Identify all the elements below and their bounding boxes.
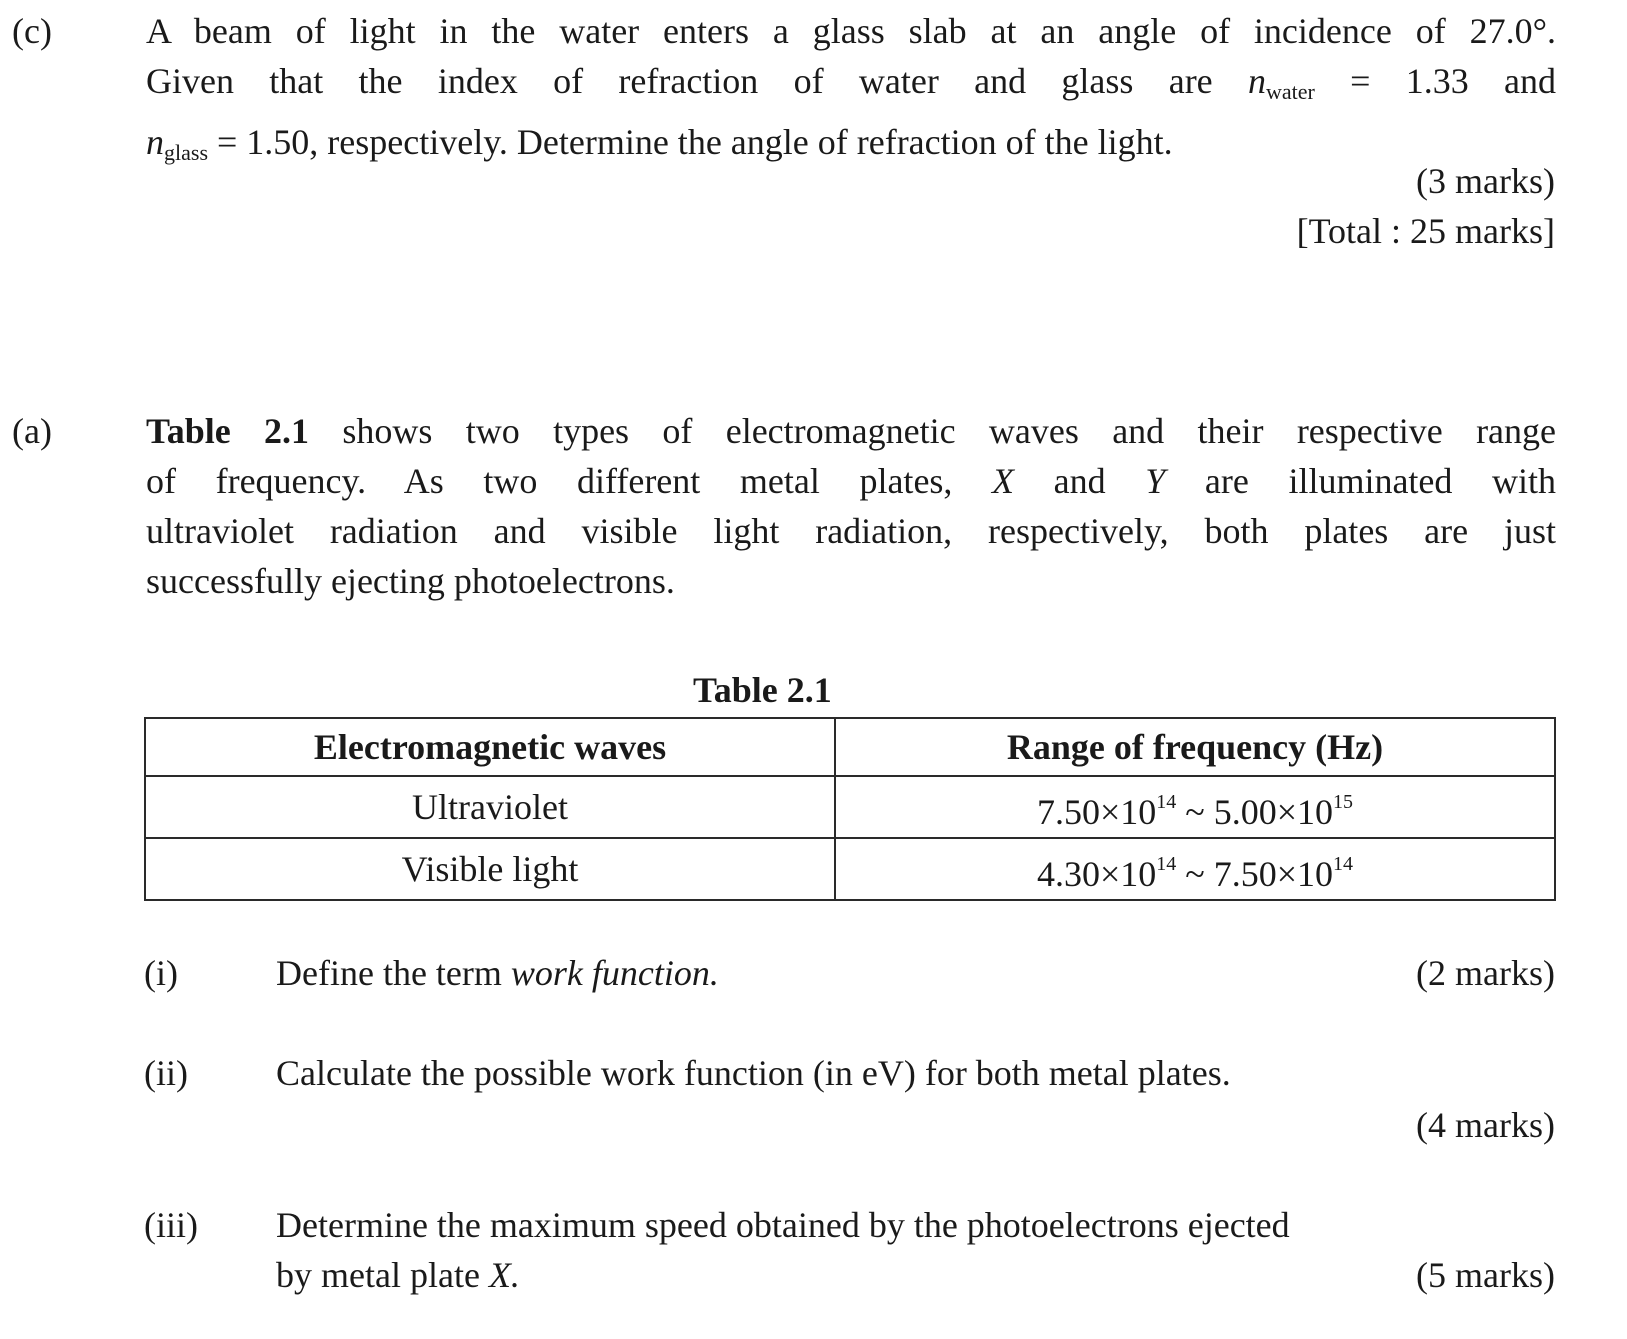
freq-hi-exponent: 15: [1333, 791, 1354, 813]
section-a-line-2: [146, 456, 1556, 506]
section-c-label: (c): [12, 11, 52, 51]
question-ii-text: Calculate the possible work function (in eV) for both metal plates.: [276, 1053, 1231, 1093]
table-row: [145, 838, 1555, 900]
section-a-label: (a): [12, 411, 52, 451]
section-a-question: [146, 406, 1556, 606]
freq-hi-mantissa: 7.50: [1213, 854, 1277, 894]
table-caption: Table 2.1: [693, 670, 832, 710]
section-a-line-1: [146, 406, 1556, 456]
section-a-line-1-rest: shows two types of electromagnetic waves and their respective range: [342, 411, 1557, 451]
section-c-marks: (3 marks): [1416, 161, 1555, 201]
question-iii-marks: (5 marks): [1416, 1255, 1555, 1295]
cell-frequency-range: [835, 776, 1555, 838]
section-a-line-2-a: of frequency. As two different metal plates,: [146, 461, 953, 501]
section-c-question: [146, 6, 1556, 178]
plate-x-var: X.: [488, 1255, 520, 1295]
and-word: and: [1053, 461, 1106, 501]
question-i-text-a: Define the term: [276, 953, 502, 993]
section-a-line-3: ultraviolet radiation and visible light radiation, respectively, both plates are just: [146, 511, 1556, 551]
total-marks: [Total : 25 marks]: [1296, 211, 1555, 251]
range-separator: ~: [1185, 854, 1205, 894]
question-i-text: [276, 948, 719, 998]
cell-wave-type: Ultraviolet: [145, 776, 835, 838]
section-c-line-1: A beam of light in the water enters a glass slab at an angle of incidence of 27.0°.: [146, 11, 1556, 51]
section-c-line-3: [146, 117, 1556, 178]
freq-lo-mantissa: 7.50: [1036, 792, 1100, 832]
plate-x-var: X: [992, 461, 1015, 501]
section-c-line-2: [146, 56, 1556, 117]
freq-lo-exponent: 14: [1156, 853, 1177, 875]
work-function-term: work function.: [510, 953, 719, 993]
freq-hi-mantissa: 5.00: [1213, 792, 1277, 832]
section-a-line-4: successfully ejecting photoelectrons.: [146, 561, 675, 601]
question-iii-line-1: Determine the maximum speed obtained by the photoelectrons ejected: [276, 1205, 1290, 1245]
table-reference: Table 2.1: [146, 411, 310, 451]
n-glass-subscript: glass: [164, 140, 208, 165]
n-water-subscript: water: [1265, 79, 1315, 104]
freq-hi-times: ×10: [1276, 854, 1334, 894]
question-iii-line-2: [276, 1250, 520, 1300]
freq-lo-exponent: 14: [1156, 791, 1177, 813]
n-water-symbol: n: [1247, 61, 1266, 101]
question-ii-marks: (4 marks): [1416, 1105, 1555, 1145]
section-c-line-2-b: = 1.33 and: [1350, 61, 1557, 101]
question-ii-label: (ii): [144, 1053, 188, 1093]
header-frequency-range: Range of frequency (Hz): [835, 718, 1555, 776]
section-c-line-2-a: Given that the index of refraction of water and glass are: [146, 61, 1213, 101]
cell-wave-type: Visible light: [145, 838, 835, 900]
section-c-line-3-rest: = 1.50, respectively. Determine the angle of refraction of the light.: [217, 122, 1173, 162]
freq-lo-times: ×10: [1099, 854, 1157, 894]
freq-hi-exponent: 14: [1333, 853, 1354, 875]
section-a-line-2-b: are illuminated with: [1204, 461, 1557, 501]
plate-y-var: Y: [1145, 461, 1166, 501]
freq-lo-times: ×10: [1099, 792, 1157, 832]
header-em-waves: Electromagnetic waves: [145, 718, 835, 776]
n-glass-symbol: n: [146, 122, 164, 162]
table-header-row: [145, 718, 1555, 776]
range-separator: ~: [1185, 792, 1205, 832]
question-i-label: (i): [144, 953, 178, 993]
cell-frequency-range: [835, 838, 1555, 900]
freq-lo-mantissa: 4.30: [1036, 854, 1100, 894]
table-row: [145, 776, 1555, 838]
question-iii-line-2-a: by metal plate: [276, 1255, 480, 1295]
freq-hi-times: ×10: [1276, 792, 1334, 832]
question-i-marks: (2 marks): [1416, 953, 1555, 993]
frequency-table: [144, 717, 1556, 901]
question-iii-label: (iii): [144, 1205, 198, 1245]
